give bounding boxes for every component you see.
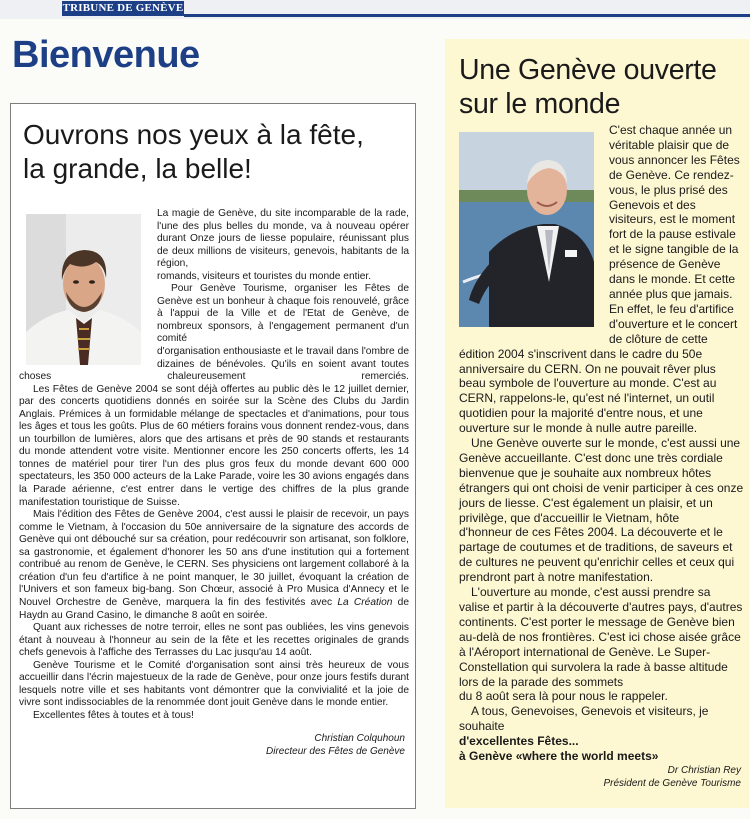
left-paragraph-text: Mais l'édition des Fêtes de Genève 2004, c'est aussi le plaisir de recevoir, un pays comme le Vietnam, à l'occasion du 50e anniversaire de la signature des accords de Genève qui ont débouché sur sa création, pour redécouvrir son artisanat, son folklore, sa gastronomie, et également d'honorer les 50 ans d'une institution qui a fortement contribué au renom de Genève, le CERN. Ses physiciens ont largement collaboré à la création d'un feu d'artifice à ne point manquer, le 30 juillet, évoquant la création de l'Univers et son fameux big-bang. Son Chœur, associé à Pro Musica d'Annecy et le Nouvel Orchestre de Genève, marquera la fin des festivités avec xyxy=(19,509,409,608)
left-headline-line2: la grande, la belle! xyxy=(23,153,252,184)
left-headline-line1: Ouvrons nos yeux à la fête, xyxy=(23,119,364,150)
left-article xyxy=(10,103,416,809)
work-title: La Création xyxy=(337,596,393,608)
left-paragraph: Excellentes fêtes à toutes et à tous! xyxy=(33,709,194,721)
right-article-headline xyxy=(459,53,717,121)
section-title: Bienvenue xyxy=(12,34,200,76)
right-headline-line1: Une Genève ouverte xyxy=(459,54,717,86)
left-paragraph: Pour Genève Tourisme, organiser les Fêtes de Genève est un bonheur à chaque fois renouvelé, grâce à l'appui de la Ville et de l'Etat de Genève, de nombreux sponsors, à l'engagement permanent d'un comité xyxy=(157,283,409,345)
signature-name: Dr Christian Rey xyxy=(667,765,741,776)
right-paragraph: Une Genève ouverte sur le monde, c'est aussi une Genève accueillante. C'est donc une très cordiale bienvenue que je souhaite aux nombreux hôtes étrangers qui ont choisi de venir participer à ces onze jours de liesse. C'est également un plaisir, et un privilège, que d'accueillir le Vietnam, hôte xyxy=(459,436,744,525)
left-article-body xyxy=(19,208,409,722)
left-paragraph xyxy=(19,509,409,622)
right-article xyxy=(445,39,749,808)
left-paragraph: Quant aux richesses de notre terroir, elles ne sont pas oubliées, les vins genevois étant à nouveau à l'honneur au sein de la fête et les recettes originales de grands chefs genevois à l'affiche des Terrasses du Lac jusqu'au 14 août. xyxy=(19,622,409,659)
left-paragraph: d'organisation enthousiaste et le travail dans l'ombre de dizaines de bénévoles. Qu'ils en soient avant toutes choses chaleureusement remerciés. xyxy=(19,346,409,383)
masthead-bar xyxy=(0,0,750,19)
masthead-rule xyxy=(184,14,750,17)
signature-name: Christian Colquhoun xyxy=(314,733,405,744)
photo-float-spacer xyxy=(19,208,157,366)
left-paragraph: Genève Tourisme et le Comité d'organisation sont ainsi très heureux de vous accueillir dans l'écrin majestueux de la rade de Genève, pour onze jours festifs durant lesquels notre ville et ses habitants vont démontrer que la convivialité et la joie de vivre sont indissociables de la renommée dont jouit Genève dans le monde entier. xyxy=(19,659,409,709)
photo-float-spacer xyxy=(459,123,609,335)
right-signature xyxy=(604,764,742,790)
left-signature xyxy=(266,732,405,758)
right-article-body xyxy=(459,123,744,764)
right-headline-line2: sur le monde xyxy=(459,88,621,120)
signature-title: Directeur des Fêtes de Genève xyxy=(266,746,405,757)
right-paragraph: du 8 août sera là pour nous le rappeler. xyxy=(459,689,668,704)
left-paragraph: romands, visiteurs et touristes du monde entier. xyxy=(157,270,372,282)
signature-title: Président de Genève Tourisme xyxy=(603,778,741,789)
right-paragraph: C'est chaque année un véritable plaisir que de vous annoncer les Fêtes de Genève. Ce rendez-vous, le plus prisé des Genevois et des visiteurs, est le moment fort de la pause estivale et le signe tangible de la présence de Genève dans le monde. Et cette année plus que jamais. En effet, le feu d'artifice d'ouverture et le concert de clôture de cette édition 2004 s'inscrivent dans le cadre du 50e anniversaire du CERN. On ne pouvait rêver plus beau symbole de l'ouverture au monde. C'est au CERN, rappelons-le, qu'est né l'internet, un outil quotidien pour la majorité d'entre nous, et une ouverture sur le monde à nulle autre pareille. xyxy=(459,123,740,436)
left-paragraph-text: de Haydn au Grand Casino, le dimanche 8 août en soirée. xyxy=(19,596,409,621)
right-closing-bold: d'excellentes Fêtes... xyxy=(459,734,579,749)
left-paragraph: La magie de Genève, du site incomparable de la rade, l'une des plus belles du monde, va à nouveau opérer durant Onze jours de liesse populaire, réunissant plus de deux millions de visiteurs, genevois, habitants de la région, xyxy=(157,208,409,270)
newspaper-logo: TRIBUNE DE GENÈVE xyxy=(62,2,184,14)
right-paragraph: A tous, Genevoises, Genevois et visiteurs, je souhaite xyxy=(459,704,709,734)
right-paragraph: L'ouverture au monde, c'est aussi prendre sa valise et partir à la découverte d'autres pays, d'autres continents. C'est porter le message de Genève bien au-delà de nos frontières. C'est ici chose aisée grâce à l'Aéroport international de Genève. Le Super-Constellation qui survolera la rade à basse altitude lors de la parade des sommets xyxy=(459,585,743,689)
left-paragraph: Les Fêtes de Genève 2004 se sont déjà offertes au public dès le 12 juillet dernier, par des concerts quotidiens donnés en soirée sur la Scène des Clubs du Jardin Anglais. Prémices à un formidable mélange de spectacles et d'animations, pour tous les âges et tous les goûts. Plus de 60 métiers forains vous donnent rendez-vous, dans un tourbillon de lumières, alors que des artisans et près de 90 stands et restaurants du monde attendent votre visite. Mentionner encore les 250 concerts offerts, les 14 tonnes de matériel pour tirer l'un des plus gros feux du monde devant 600 000 spectateurs, les 350 000 acteurs de la Lake Parade, voire les 30 avions engagés dans la Parade aérienne, c'est entrer dans le vertige des chiffres de la plus grande manifestation touristique de Suisse. xyxy=(19,383,409,508)
left-article-headline xyxy=(23,118,364,186)
right-closing-bold: à Genève «where the world meets» xyxy=(459,749,659,764)
right-paragraph: d'honneur de ces Fêtes 2004. La découverte et le partage de coutumes et de traditions, de saveurs et de cultures ne peuvent qu'enrichir celles et ceux qui prendront part à notre manifestation. xyxy=(459,525,735,585)
